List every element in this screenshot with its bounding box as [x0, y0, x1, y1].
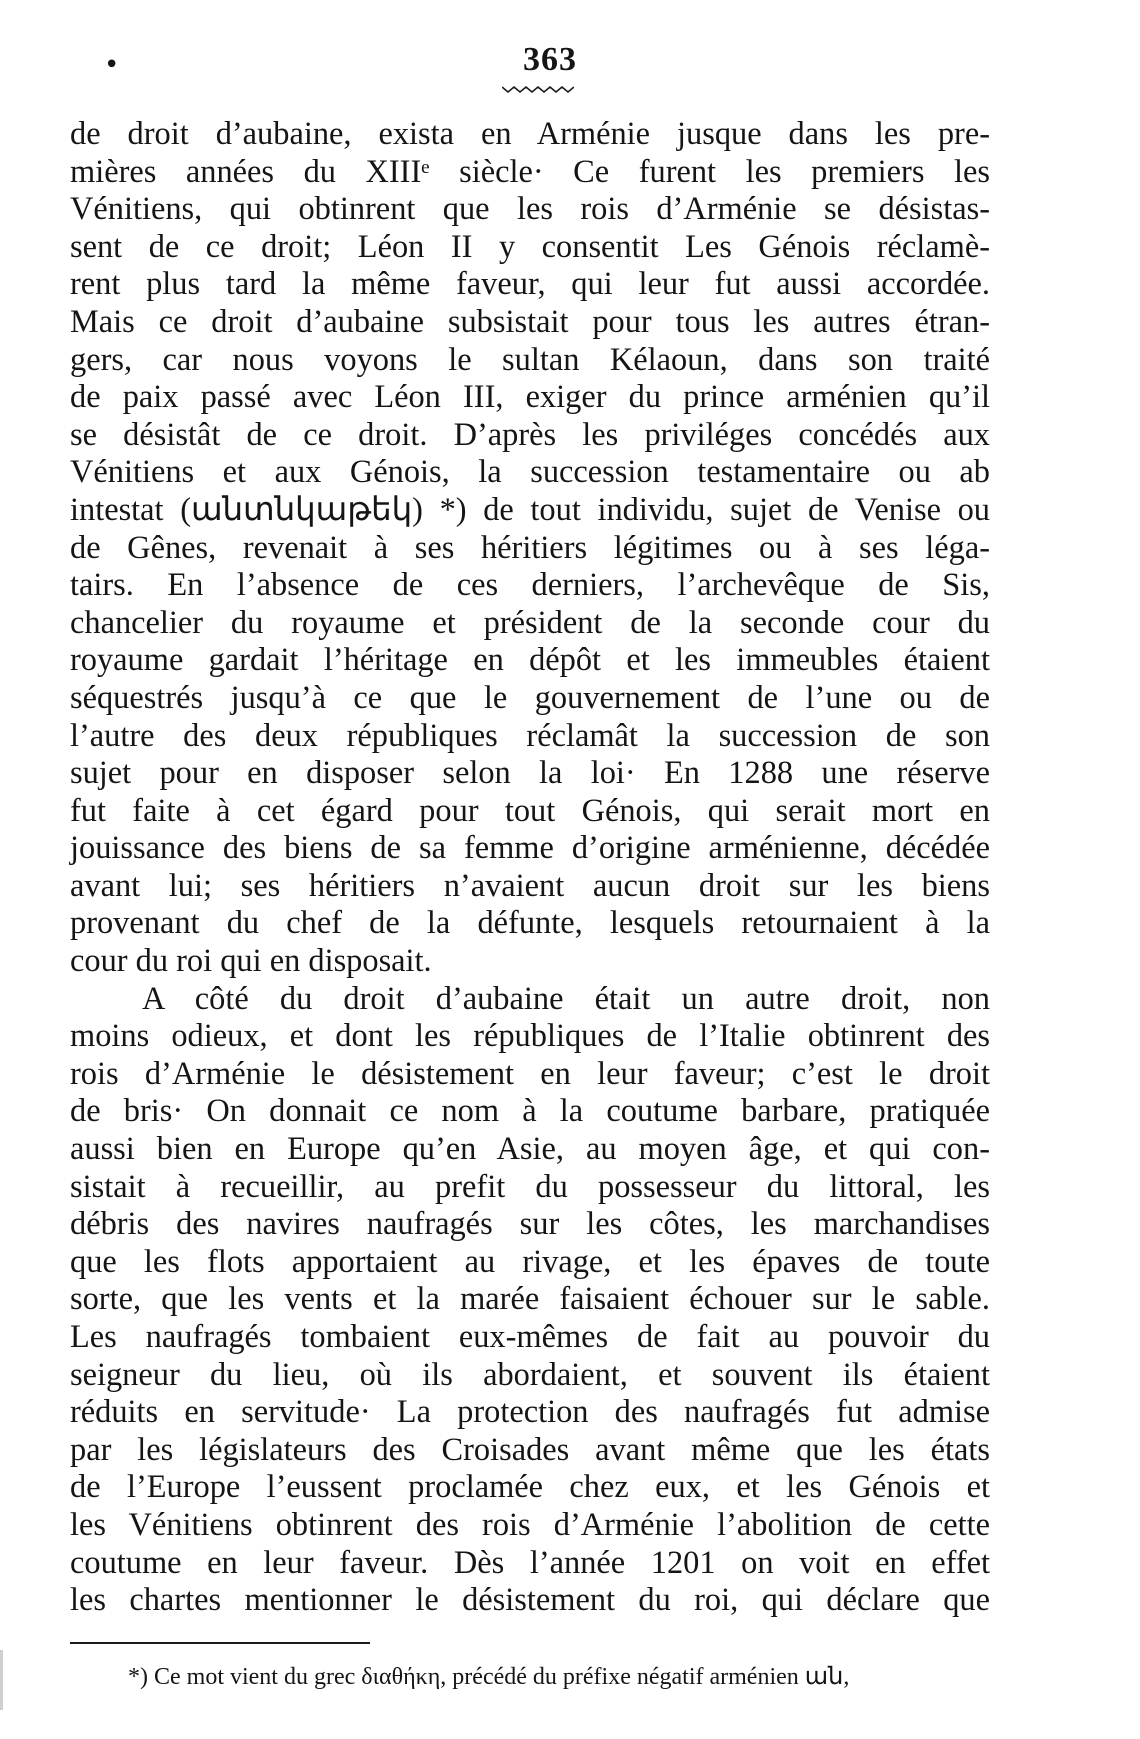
text-line: chancelier du royaume et président de la seconde cour du [70, 604, 990, 641]
text-line: Les naufragés tombaient eux-mêmes de fait au pouvoir du [70, 1319, 990, 1355]
text-line: tairs. En l’absence de ces derniers, l’archevêque de Sis, [70, 567, 990, 604]
text-line: intestat (անտնկաթեկ) *) de tout individu, sujet de Venise ou [70, 491, 990, 528]
text-line: Vénitiens et aux Génois, la succession testamentaire ou ab [70, 454, 990, 491]
text-line: Vénitiens, qui obtinrent que les rois d’Arménie se désistas- [70, 191, 990, 228]
margin-dot: • [104, 50, 120, 80]
text-line: de paix passé avec Léon III, exiger du prince arménien qu’il [70, 379, 990, 416]
text-line: de Gênes, revenait à ses héritiers légitimes ou à ses léga- [70, 529, 990, 566]
text-line: de l’Europe l’eussent proclamée chez eux, et les Génois et [70, 1469, 990, 1506]
text-line: sistait à recueillir, au prefit du possesseur du littoral, les [70, 1168, 990, 1205]
main-text [70, 116, 990, 1620]
text-line: par les législateurs des Croisades avant même que les états [70, 1431, 990, 1468]
text-line: se désistât de ce droit. D’après les priviléges concédés aux [70, 416, 990, 453]
text-line: que les flots apportaient au rivage, et les épaves de toute [70, 1243, 990, 1280]
text-line: seigneur du lieu, où ils abordaient, et souvent ils étaient [70, 1356, 990, 1393]
footnote: *) Ce mot vient du grec διαθήκη, précédé du préfixe négatif arménien ան, [128, 1664, 850, 1690]
text-line: moins odieux, et dont les républiques de l’Italie obtinrent des [70, 1018, 990, 1055]
text-line: l’autre des deux républiques réclamât la succession de son [70, 717, 990, 754]
text-line: sujet pour en disposer selon la loi· En 1288 une réserve [70, 755, 990, 792]
page-number: 363 [523, 41, 577, 78]
text-line: les Vénitiens obtinrent des rois d’Arménie l’abolition de cette [70, 1506, 990, 1543]
text-line: débris des navires naufragés sur les côtes, les marchandises [70, 1206, 990, 1243]
text-line: sent de ce droit; Léon II y consentit Les Génois réclamè- [70, 228, 990, 265]
text-line: royaume gardait l’héritage en dépôt et les immeubles étaient [70, 642, 990, 679]
text-line: rent plus tard la même faveur, qui leur fut aussi accordée. [70, 266, 990, 303]
text-line: cour du roi qui en disposait. [70, 943, 432, 980]
text-line: aussi bien en Europe qu’en Asie, au moyen âge, et qui con- [70, 1131, 990, 1168]
text-line: A côté du droit d’aubaine était un autre droit, non [142, 980, 990, 1017]
text-line: avant lui; ses héritiers n’avaient aucun droit sur les biens [70, 867, 990, 904]
text-line: fut faite à cet égard pour tout Génois, qui serait mort en [70, 792, 990, 829]
text-line: de droit d’aubaine, exista en Arménie jusque dans les pre- [70, 116, 990, 152]
text-line: séquestrés jusqu’à ce que le gouvernement de l’une ou de [70, 679, 990, 716]
scan-edge-mark [0, 1650, 3, 1710]
text-line: de bris· On donnait ce nom à la coutume barbare, pratiquée [70, 1093, 990, 1130]
text-line: rois d’Arménie le désistement en leur faveur; c’est le droit [70, 1055, 990, 1092]
text-line: mières années du XIIIᵉ siècle· Ce furent les premiers les [70, 153, 990, 190]
text-line: provenant du chef de la défunte, lesquels retournaient à la [70, 905, 990, 942]
text-line: les chartes mentionner le désistement du roi, qui déclare que [70, 1582, 990, 1619]
text-line: jouissance des biens de sa femme d’origine arménienne, décédée [70, 830, 990, 867]
text-line: coutume en leur faveur. Dès l’année 1201 on voit en effet [70, 1544, 990, 1581]
page-number-ornament [502, 84, 574, 94]
text-line: Mais ce droit d’aubaine subsistait pour tous les autres étran- [70, 303, 990, 340]
text-line: réduits en servitude· La protection des naufragés fut admise [70, 1394, 990, 1431]
text-line: gers, car nous voyons le sultan Kélaoun, dans son traité [70, 341, 990, 378]
text-line: sorte, que les vents et la marée faisaient échouer sur le sable. [70, 1281, 990, 1318]
footnote-separator [70, 1642, 370, 1644]
